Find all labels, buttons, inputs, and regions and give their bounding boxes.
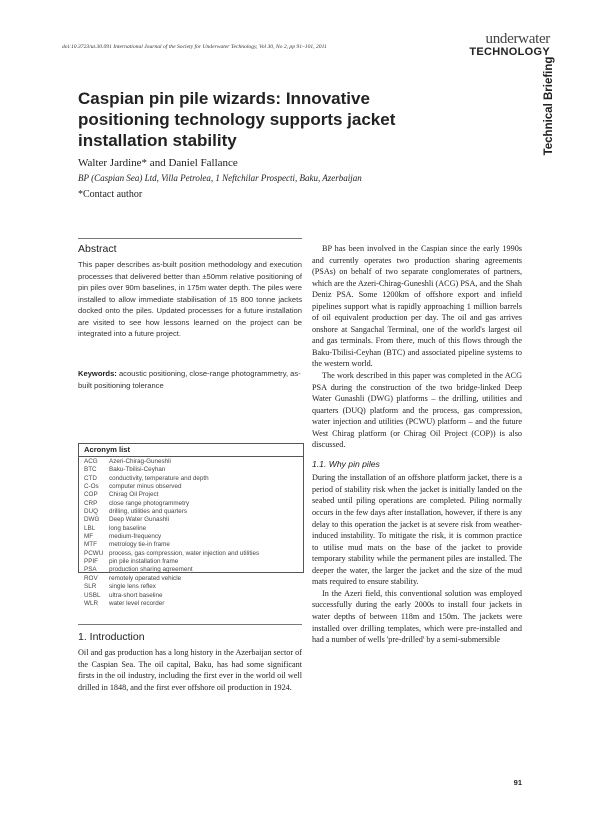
introduction-rule	[78, 624, 302, 625]
article-authors: Walter Jardine* and Daniel Fallance	[78, 157, 238, 169]
keywords-label: Keywords:	[78, 369, 117, 378]
acronym-abbr: ACG	[84, 458, 98, 465]
subsection-heading-why-pin-piles: 1.1. Why pin piles	[312, 458, 380, 469]
acronym-definition: Azeri-Chirag-Guneshli	[109, 458, 171, 465]
acronym-abbr: COP	[84, 491, 98, 499]
abstract-text: This paper describes as-built position methodology and execution processes that delivered better than ±50mm relative positioning of pin piles over 90m baselines, in 175m water depth. The piles were installed to allow immediate stabilisation of 15 800 tonne jackets docked onto the piles. Updated processes for a future installation are visited to see how lessons learned on the project can be integrated into a future project.	[78, 260, 302, 338]
acronym-definition: medium-frequency	[109, 533, 162, 541]
acronym-row	[84, 466, 299, 474]
acronym-row	[84, 508, 299, 516]
acronym-row	[84, 550, 299, 558]
acronym-definition: Baku-Tbilisi-Ceyhan	[109, 466, 166, 474]
paragraph-work-described: The work described in this paper was completed in the ACG PSA during the construction of the two bridge-linked Deep Water Gunashli (DWG) platforms – the drilling, utilities and quarters (DUQ) platform and the process, gas compression, water injection and utilities (PCWU) platform – and the future West Chirag platform (or Chirag Oil Project (COP)) is also discussed.	[312, 371, 522, 450]
acronym-definition: long baseline	[109, 524, 147, 532]
keywords	[78, 368, 302, 391]
acronym-abbr: BTC	[84, 466, 97, 474]
page-number: 91	[513, 778, 522, 787]
acronym-abbr: MTF	[84, 541, 97, 549]
acronym-definition: remotely operated vehicle	[109, 574, 182, 582]
acronym-definition: production sharing agreement	[109, 566, 193, 574]
acronym-row	[84, 558, 299, 566]
acronym-definition: close range photogrammetry	[109, 499, 190, 507]
acronym-definition: drilling, utilities and quarters	[109, 508, 188, 516]
acronym-row	[84, 483, 299, 491]
acronym-divider	[78, 456, 304, 457]
acronym-abbr: WLR	[84, 599, 98, 607]
acronym-abbr: PPIF	[84, 558, 98, 566]
contact-author-note: *Contact author	[78, 189, 143, 200]
abstract-heading: Abstract	[78, 243, 117, 255]
paragraph-bp-caspian: BP has been involved in the Caspian since the early 1990s and currently operates two production sharing agreements (PSAs) on behalf of two separate conglomerates of partners, which are the Azeri-Chirag-Guneshli (ACG) PSA, and the Shah Deniz PSA. Some 1200km of offshore export and infield pipelines support what is rapidly approaching 1 million barrels of oil equivalent production per day. The oil and gas arrives onshore at Sangachal Terminal, one of the world's largest oil and gas terminals. From there, much of this flows through the Baku-Tbilisi-Ceyhan (BTC) and associated pipeline systems to the western world.	[312, 244, 522, 369]
acronym-row	[84, 516, 299, 524]
acronym-row	[84, 583, 299, 591]
acronym-definition: pin pile installation frame	[109, 558, 179, 566]
acronym-definition: process, gas compression, water injection and utilities	[109, 549, 260, 557]
acronym-abbr: CTD	[84, 474, 97, 482]
acronym-row	[84, 592, 299, 600]
acronym-row	[84, 575, 299, 583]
acronym-abbr: LBL	[84, 524, 96, 532]
acronym-definition: conductivity, temperature and depth	[109, 474, 209, 482]
acronym-abbr: ROV	[84, 574, 98, 582]
acronym-abbr: C-Os	[84, 483, 99, 491]
acronym-row	[84, 525, 299, 533]
paragraph-installation-risk: During the installation of an offshore platform jacket, there is a period of stability risk when the jacket is initially landed on the seabed until piling operations are completed. Piling normally occurs in the few days after installation, however, if there is any delay to this operation the jacket is at severe risk from weather-induced instability. To mitigate the risk, it is common practice to utilise mud mats on the base of the jacket to provide temporary stability while the permanent piles are installed. The deeper the water, the larger the jacket and the size of the mud mats required to ensure stability.	[312, 473, 522, 587]
acronym-abbr: CRP	[84, 499, 98, 507]
right-column	[312, 243, 522, 646]
acronym-row	[84, 475, 299, 483]
introduction-heading: 1. Introduction	[78, 631, 145, 643]
acronym-definition: ultra-short baseline	[109, 591, 163, 599]
paragraph-azeri-field: In the Azeri field, this conventional solution was employed successfully during the early 2000s to install four jackets in water depths of between 118m and 150m. The jackets were installed over drilling templates, which were pre-installed and had a number of wells 'pre-drilled' by a semi-submersible	[312, 588, 522, 645]
logo-word-technology: TECHNOLOGY	[469, 46, 550, 58]
keywords-text: acoustic positioning, close-range photogrammetry, as-built positioning tolerance	[78, 369, 301, 390]
acronym-row	[84, 600, 299, 608]
acronym-row	[84, 491, 299, 499]
acronym-definition: Chirag Oil Project	[109, 491, 159, 499]
logo-word-underwater: underwater	[485, 31, 550, 47]
acronym-definition: Deep Water Gunashli	[109, 516, 169, 524]
acronym-abbr: USBL	[84, 591, 101, 599]
acronym-row	[84, 541, 299, 549]
acronym-definition: water level recorder	[109, 599, 165, 607]
acronym-abbr: PSA	[84, 566, 97, 574]
acronym-abbr: DWG	[84, 516, 100, 524]
acronym-definition: single lens reflex	[109, 583, 156, 591]
article-affiliation: BP (Caspian Sea) Ltd, Villa Petrolea, 1 Neftchilar Prospecti, Baku, Azerbaijan	[78, 173, 362, 183]
acronym-abbr: MF	[84, 533, 94, 541]
acronym-row	[84, 458, 299, 466]
acronym-abbr: PCWU	[84, 549, 104, 557]
acronym-heading: Acronym list	[84, 445, 130, 454]
citation-line: doi:10.3723/ut.30.091 International Journal of the Society for Underwater Technology, Vol 30, No 2, pp 91–101, 2011	[62, 44, 327, 50]
acronym-row	[84, 566, 299, 574]
acronym-abbr: SLR	[84, 583, 97, 591]
acronym-definition: metrology tie-in frame	[109, 541, 170, 549]
acronym-row	[84, 533, 299, 541]
acronym-row	[84, 500, 299, 508]
article-title: Caspian pin pile wizards: Innovative positioning technology supports jacket installation stability	[78, 89, 396, 150]
acronym-abbr: DUQ	[84, 508, 98, 516]
acronym-definition: computer minus observed	[109, 483, 182, 491]
acronym-list	[84, 458, 299, 608]
abstract-rule	[78, 238, 302, 239]
introduction-text: Oil and gas production has a long history in the Azerbaijan sector of the Caspian Sea. The oil capital, Baku, has had some significant firsts in the oil industry, including the first ever in the world oil well drilled in 1848, and the first ever offshore oil production in 1924.	[78, 648, 302, 692]
journal-logo	[442, 32, 550, 58]
side-label-text: Technical Briefing	[543, 56, 555, 156]
side-label	[524, 56, 555, 170]
